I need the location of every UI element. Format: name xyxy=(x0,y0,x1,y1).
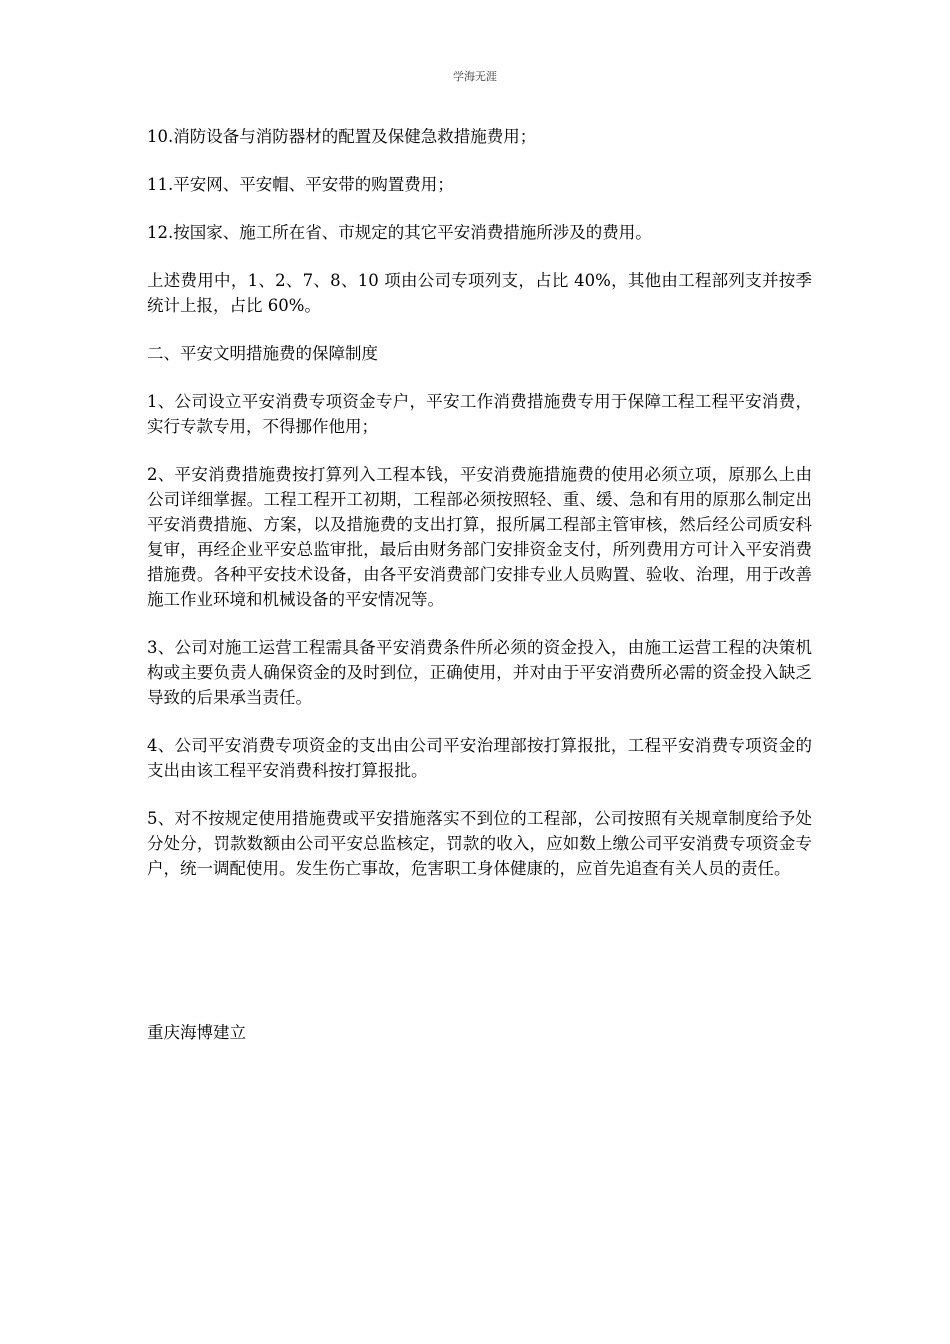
section-heading: 二、平安文明措施费的保障制度 xyxy=(147,344,378,363)
paragraph-rule-5: 5、对不按规定使用措施费或平安措施落实不到位的工程部，公司按照有关规章制度给予处分处分，罚款数额由公司平安总监核定，罚款的收入，应如数上缴公司平安消费专项资金专户，统一调配使用。发生伤亡事故，危害职工身体健康的，应首先追查有关人员的责任。 xyxy=(147,809,812,878)
paragraph-rule-2: 2、平安消费措施费按打算列入工程本钱，平安消费施措施费的使用必须立项，原那么上由公司详细掌握。工程工程开工初期，工程部必须按照轻、重、缓、急和有用的原那么制定出平安消费措施、方案，以及措施费的支出打算，报所属工程部主管审核，然后经公司质安科复审，再经企业平安总监审批，最后由财务部门安排资金支付，所列费用方可计入平安消费措施费。各种平安技术设备，由各平安消费部门安排专业人员购置、验收、治理，用于改善施工作业环境和机械设备的平安情况等。 xyxy=(147,465,812,609)
paragraph-rule-4: 4、公司平安消费专项资金的支出由公司平安治理部按打算报批，工程平安消费专项资金的支出由该工程平安消费科按打算报批。 xyxy=(147,736,812,780)
paragraph-item-12: 12.按国家、施工所在省、市规定的其它平安消费措施所涉及的费用。 xyxy=(147,223,652,242)
signature: 重庆海博建立 xyxy=(147,1023,246,1042)
document-body xyxy=(147,124,812,904)
paragraph-rule-3: 3、公司对施工运营工程需具备平安消费条件所必须的资金投入，由施工运营工程的决策机构或主要负责人确保资金的及时到位，正确使用，并对由于平安消费所必需的资金投入缺乏导致的后果承当责任。 xyxy=(147,638,812,707)
paragraph-item-11: 11.平安网、平安帽、平安带的购置费用； xyxy=(147,175,454,194)
paragraph-item-10: 10.消防设备与消防器材的配置及保健急救措施费用； xyxy=(147,127,537,146)
paragraph-rule-1: 1、公司设立平安消费专项资金专户，平安工作消费措施费专用于保障工程工程平安消费，实行专款专用，不得挪作他用； xyxy=(147,392,812,436)
page-header: 学海无涯 xyxy=(453,70,497,83)
paragraph-cost-summary: 上述费用中，1、2、7、8、10 项由公司专项列支，占比 40%，其他由工程部列支并按季统计上报，占比 60%。 xyxy=(147,271,812,315)
